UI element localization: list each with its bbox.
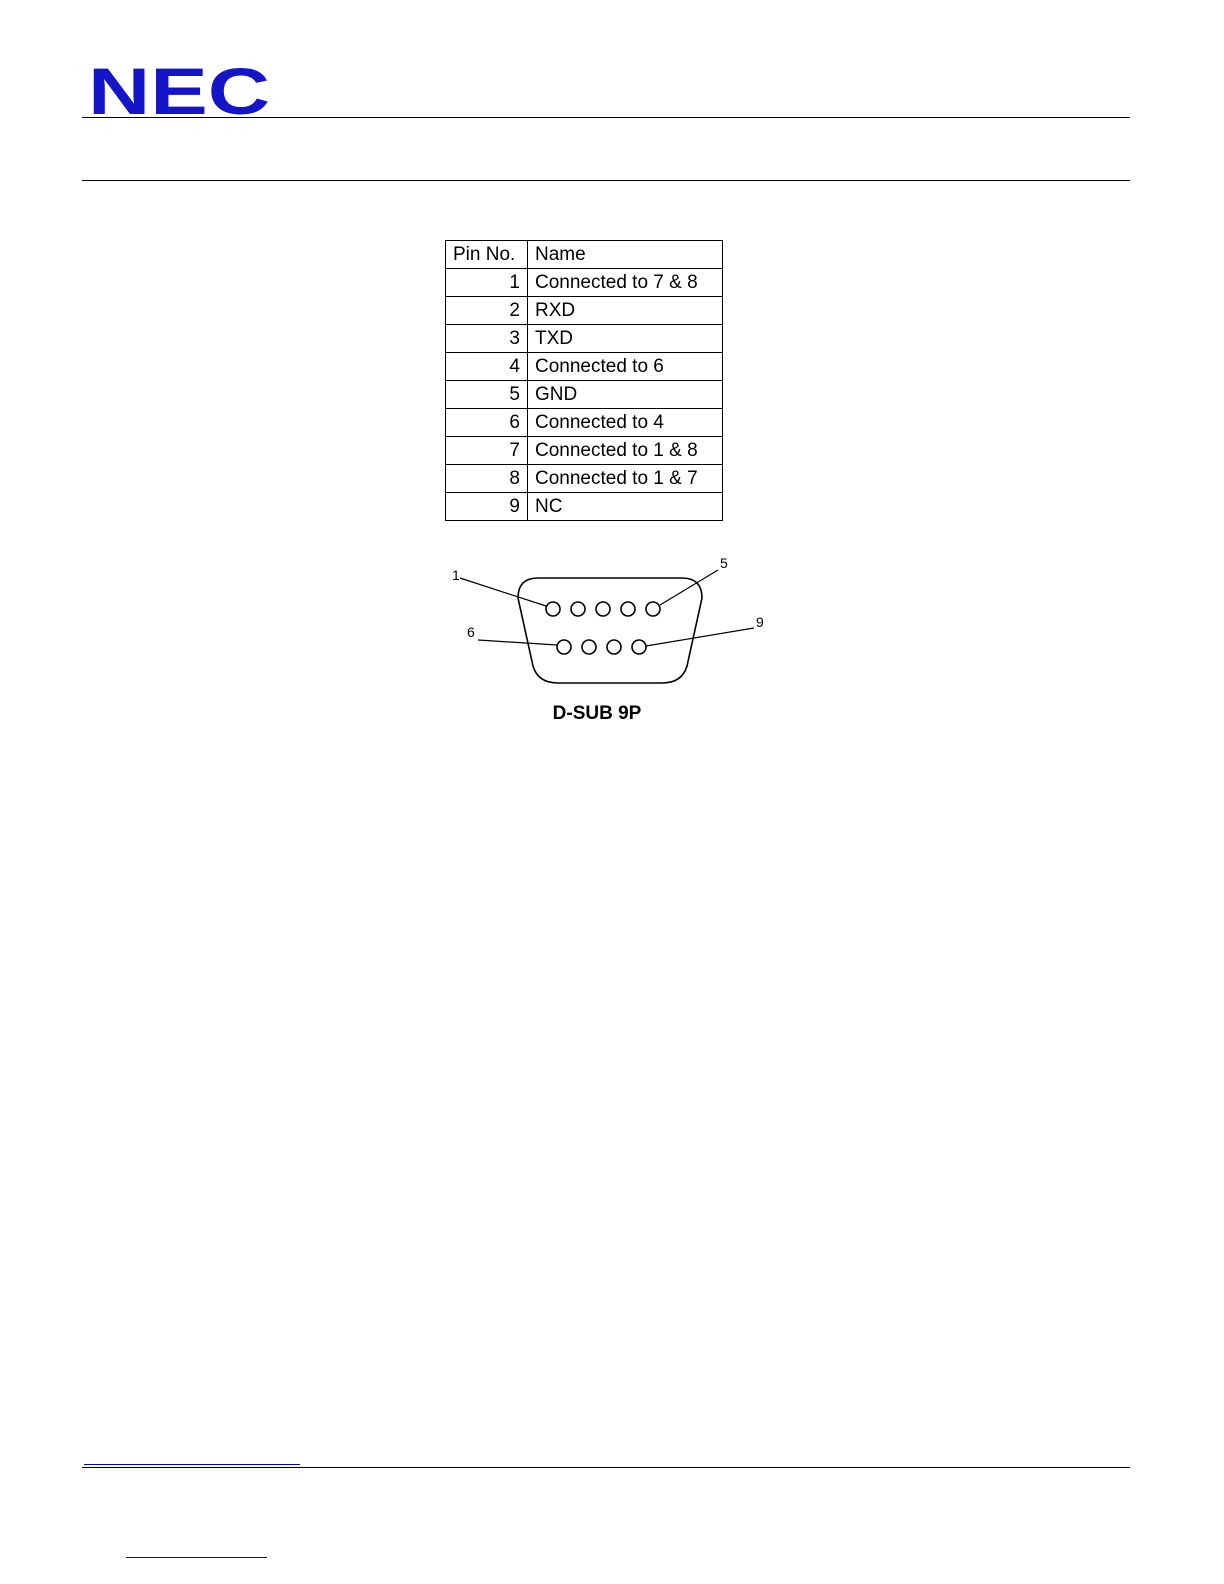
table-row (446, 381, 723, 409)
pin-number-cell: 6 (446, 409, 528, 437)
pin-name-cell: Connected to 1 & 7 (528, 465, 723, 493)
table-row (446, 437, 723, 465)
pin-number-cell: 5 (446, 381, 528, 409)
pin-name-cell: NC (528, 493, 723, 521)
pin-number-cell: 9 (446, 493, 528, 521)
pin-hole-8 (607, 640, 621, 654)
nec-logo-mark (88, 64, 272, 120)
table-row (446, 325, 723, 353)
pin-name-cell: Connected to 6 (528, 353, 723, 381)
pin-hole-3 (596, 602, 610, 616)
pin-hole-6 (557, 640, 571, 654)
footer-link-underline-secondary[interactable] (126, 1557, 267, 1558)
section-rule (82, 180, 1130, 181)
pin-number-cell: 8 (446, 465, 528, 493)
pin-hole-4 (621, 602, 635, 616)
table-row (446, 353, 723, 381)
column-header-name: Name (528, 241, 723, 269)
table-row (446, 465, 723, 493)
pin-hole-5 (646, 602, 660, 616)
pin-name-cell: GND (528, 381, 723, 409)
column-header-pin-no: Pin No. (446, 241, 528, 269)
leader-line-pin6 (478, 640, 557, 645)
pin-hole-7 (582, 640, 596, 654)
pin-number-cell: 7 (446, 437, 528, 465)
table-row (446, 269, 723, 297)
pin-name-cell: Connected to 4 (528, 409, 723, 437)
pin-hole-2 (571, 602, 585, 616)
header-rule (82, 117, 1130, 118)
dsub-connector-diagram (440, 548, 780, 696)
pin-label-1: 1 (452, 567, 460, 583)
pin-name-cell: Connected to 7 & 8 (528, 269, 723, 297)
pin-hole-1 (546, 602, 560, 616)
pin-label-9: 9 (756, 614, 764, 630)
pin-number-cell: 4 (446, 353, 528, 381)
pin-assignment-table (445, 240, 723, 521)
footer-link-underline[interactable] (84, 1464, 300, 1465)
pin-number-cell: 2 (446, 297, 528, 325)
leader-line-pin9 (646, 628, 754, 646)
pin-name-cell: RXD (528, 297, 723, 325)
pin-number-cell: 1 (446, 269, 528, 297)
nec-logo-text: NEC (88, 64, 270, 120)
pin-hole-9 (632, 640, 646, 654)
leader-line-pin1 (460, 578, 546, 606)
connector-caption: D-SUB 9P (552, 703, 642, 724)
pin-name-cell: TXD (528, 325, 723, 353)
pin-name-cell: Connected to 1 & 8 (528, 437, 723, 465)
connector-shell (518, 578, 702, 683)
table-row (446, 493, 723, 521)
pin-label-5: 5 (720, 555, 728, 571)
pin-label-6: 6 (467, 624, 475, 640)
pin-number-cell: 3 (446, 325, 528, 353)
leader-line-pin5 (660, 570, 718, 605)
table-row (446, 409, 723, 437)
table-header-row (446, 241, 723, 269)
footer-rule (82, 1467, 1130, 1468)
nec-logo (88, 64, 272, 120)
table-row (446, 297, 723, 325)
